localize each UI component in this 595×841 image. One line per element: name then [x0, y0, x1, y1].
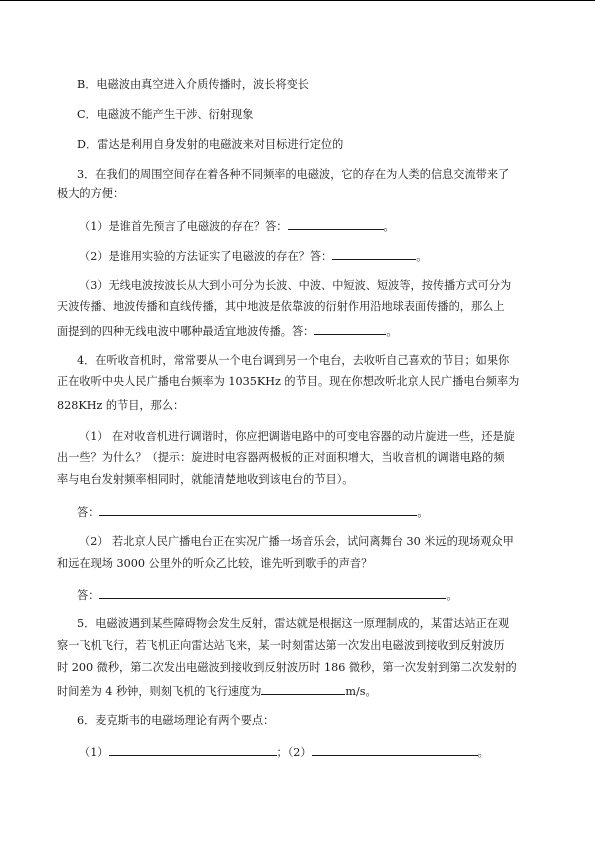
question-4-part-1-line-2: 出一些？为什么？（提示：旋进时电容器两极板的正对面积增大，当收音机的调谐电路的频 — [57, 451, 505, 464]
question-3-line-1: 3．在我们的周围空间存在着各种不同频率的电磁波，它的存在为人类的信息交流带来了 — [77, 168, 510, 181]
question-6-answers — [79, 743, 489, 761]
answer-blank[interactable] — [314, 322, 386, 335]
answer-blank[interactable] — [332, 247, 416, 260]
answer-blank[interactable] — [109, 743, 277, 756]
period: 。 — [446, 589, 458, 602]
question-5-line-3: 时 200 微秒，第二次发出电磁波到接收到反射波历时 186 微秒，第一次发射到第二次发射的 — [57, 661, 517, 674]
question-3-part-2 — [79, 247, 427, 265]
question-4-part-1-line-1: （1） 在对收音机进行调谐时，你应把调谐电路中的可变电容器的动片旋进一些，还是旋 — [79, 430, 515, 443]
period: 。 — [416, 250, 428, 263]
question-5-text: 时间差为 4 秒钟，则刻飞机的飞行速度为 — [57, 685, 262, 698]
question-4-part-2-answer — [77, 586, 458, 604]
question-6-line-1: 6．麦克斯韦的电磁场理论有两个要点： — [77, 714, 275, 727]
question-3-part-3-line-3 — [57, 322, 398, 340]
point-2-label: ；（2） — [276, 746, 312, 759]
question-3-part-1-text: （1）是谁首先预言了电磁波的存在？答： — [79, 220, 288, 233]
answer-blank[interactable] — [288, 217, 384, 230]
option-d: D．雷达是利用自身发射的电磁波来对目标进行定位的 — [77, 138, 344, 151]
question-3-part-3-line-2: 天波传播、地波传播和直线传播，其中地波是依靠波的衍射作用沿地球表面传播的，那么上 — [57, 300, 505, 313]
answer-blank[interactable] — [312, 743, 478, 756]
question-4-part-2-line-1: （2） 若北京人民广播电台正在实况广播一场音乐会，试问离舞台 30 米远的现场观众甲 — [79, 535, 514, 548]
question-4-line-2: 正在收听中央人民广播电台频率为 1035KHz 的节目。现在你想改听北京人民广播电台频率为 — [57, 375, 520, 388]
question-5-line-1: 5．电磁波遇到某些障碍物会发生反射，雷达就是根据这一原理制成的，某雷达站正在观 — [77, 617, 510, 630]
question-4-line-3: 828KHz 的节目，那么： — [57, 399, 185, 412]
answer-blank[interactable] — [261, 682, 345, 695]
period: 。 — [417, 506, 429, 519]
option-c: C．电磁波不能产生干涉、衍射现象 — [77, 108, 254, 121]
question-3-part-2-text: （2）是谁用实验的方法证实了电磁波的存在？答： — [79, 250, 333, 263]
answer-prefix: 答： — [77, 589, 100, 602]
point-1-label: （1） — [79, 746, 109, 759]
question-5-line-2: 察一飞机飞行，若飞机正向雷达站飞来，某一时刻雷达第一次发出电磁波到接收到反射波历 — [57, 639, 505, 652]
period: 。 — [386, 325, 398, 338]
top-border — [0, 0, 595, 1]
question-3-part-3-line-1: （3）无线电波按波长从大到小可分为长波、中波、中短波、短波等，按传播方式可分为 — [79, 279, 512, 292]
option-b: B．电磁波由真空进入介质传播时，波长将变长 — [77, 78, 309, 91]
question-3-part-3-text: 面提到的四种无线电波中哪种最适宜地波传播。答： — [57, 325, 315, 338]
question-4-line-1: 4．在听收音机时，常常要从一个电台调到另一个电台，去收听自己喜欢的节目；如果你 — [77, 354, 510, 367]
answer-prefix: 答： — [77, 506, 100, 519]
question-3-line-2: 极大的方便： — [57, 187, 125, 200]
question-5-line-4 — [57, 682, 377, 700]
question-4-part-2-line-2: 和远在现场 3000 公里外的听众乙比较，谁先听到歌手的声音？ — [57, 557, 373, 570]
question-4-part-1-line-3: 率与电台发射频率相同时，就能清楚地收到该电台的节目）。 — [57, 473, 354, 486]
answer-blank[interactable] — [99, 586, 446, 599]
period: 。 — [477, 746, 489, 759]
answer-blank[interactable] — [99, 503, 417, 516]
unit: m/s。 — [345, 685, 377, 698]
question-4-part-1-answer — [77, 503, 429, 521]
question-3-part-1 — [79, 217, 395, 235]
period: 。 — [383, 220, 395, 233]
